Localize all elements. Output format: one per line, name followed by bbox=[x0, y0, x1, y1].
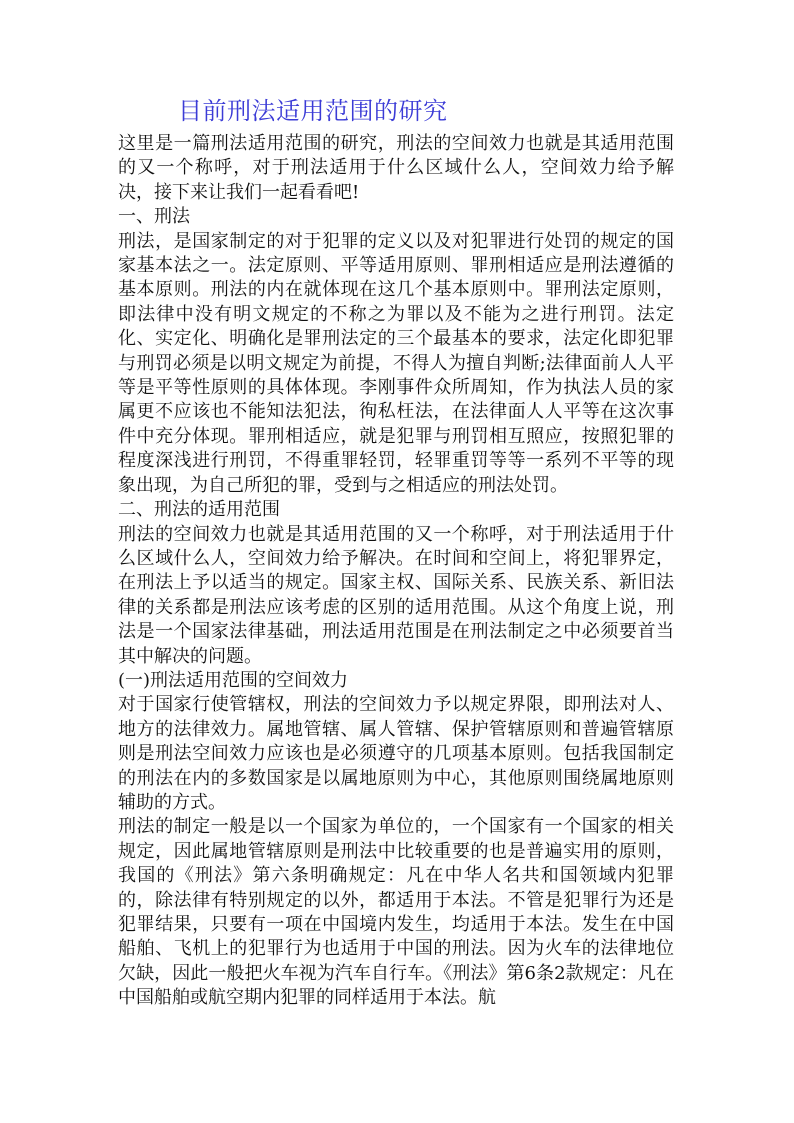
document-title: 目前刑法适用范围的研究 bbox=[178, 97, 448, 125]
paragraph: 刑法的空间效力也就是其适用范围的又一个称呼，对于刑法适用于什么区域什么人，空间效力给予解决。在时间和空间上，将犯罪界定，在刑法上予以适当的规定。国家主权、国际关系、民族关系、新旧法律的关系都是刑法应该考虑的区别的适用范围。从这个角度上说，刑法是一个国家法律基础，刑法适用范围是在刑法制定之中必须要首当其中解决的问题。 bbox=[118, 523, 674, 667]
section-heading: (一)刑法适用范围的空间效力 bbox=[118, 669, 349, 691]
paragraph: 这里是一篇刑法适用范围的研究，刑法的空间效力也就是其适用范围的又一个称呼，对于刑法适用于什么区域什么人，空间效力给予解决，接下来让我们一起看看吧! bbox=[118, 133, 674, 203]
paragraph: 对于国家行使管辖权，刑法的空间效力予以规定界限，即刑法对人、地方的法律效力。属地管辖、属人管辖、保护管辖原则和普遍管辖原则是刑法空间效力应该也是必须遵守的几项基本原则。包括我国制定的刑法在内的多数国家是以属地原则为中心，其他原则围绕属地原则辅助的方式。 bbox=[118, 694, 674, 813]
section-heading: 二、刑法的适用范围 bbox=[118, 499, 280, 521]
section-heading: 一、刑法 bbox=[118, 206, 190, 228]
document-body bbox=[118, 132, 674, 1011]
paragraph: 刑法的制定一般是以一个国家为单位的，一个国家有一个国家的相关规定，因此属地管辖原则是刑法中比较重要的也是普遍实用的原则，我国的《刑法》第六条明确规定：凡在中华人名共和国领域内犯罪的，除法律有特别规定的以外，都适用于本法。不管是犯罪行为还是犯罪结果，只要有一项在中国境内发生，均适用于本法。发生在中国船舶、飞机上的犯罪行为也适用于中国的刑法。因为火车的法律地位欠缺，因此一般把火车视为汽车自行车。《刑法》第6条2款规定：凡在中国船舶或航空期内犯罪的同样适用于本法。航 bbox=[118, 816, 674, 1009]
paragraph: 刑法，是国家制定的对于犯罪的定义以及对犯罪进行处罚的规定的国家基本法之一。法定原则、平等适用原则、罪刑相适应是刑法遵循的基本原则。刑法的内在就体现在这几个基本原则中。罪刑法定原则，即法律中没有明文规定的不称之为罪以及不能为之进行刑罚。法定化、实定化、明确化是罪刑法定的三个最基本的要求，法定化即犯罪与刑罚必须是以明文规定为前提，不得人为擅自判断;法律面前人人平等是平等性原则的具体体现。李刚事件众所周知，作为执法人员的家属更不应该也不能知法犯法，徇私枉法，在法律面人人平等在这次事件中充分体现。罪刑相适应，就是犯罪与刑罚相互照应，按照犯罪的程度深浅进行刑罚，不得重罪轻罚，轻罪重罚等等一系列不平等的现象出现，为自己所犯的罪，受到与之相适应的刑法处罚。 bbox=[118, 230, 674, 496]
document-page bbox=[118, 96, 674, 1011]
